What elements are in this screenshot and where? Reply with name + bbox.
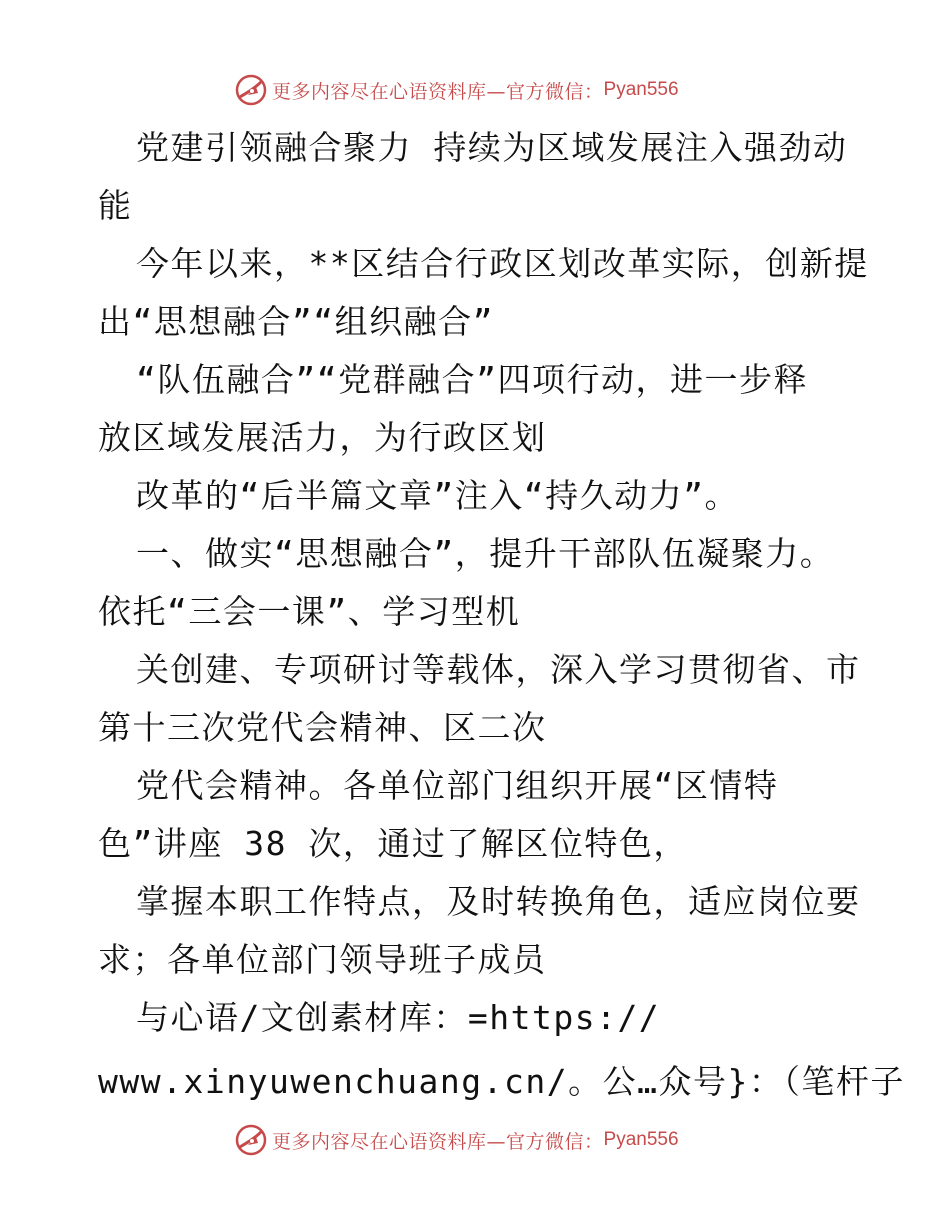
footer-watermark-banner: [0, 1120, 950, 1160]
text-line: 与心语/文创素材库：=https://: [136, 998, 661, 1037]
text-line: 出“思想融合”“组织融合”: [98, 302, 494, 341]
text-line: www.xinyuwenchuang.cn/。公…众号}：（笔杆子: [98, 1062, 905, 1101]
pen-nib-logo-icon: [234, 73, 268, 107]
section-heading-line: 一、做实“思想融合”，提升干部队伍凝聚力。: [136, 534, 835, 573]
text-line: 掌握本职工作特点，及时转换角色，适应岗位要: [136, 882, 861, 921]
text-line: 改革的“后半篇文章”注入“持久动力”。: [136, 476, 739, 515]
document-title-line-2: 能: [98, 186, 133, 225]
text-line: “队伍融合”“党群融合”四项行动，进一步释: [136, 360, 808, 399]
watermark-text: 更多内容尽在心语资料库—官方微信：: [272, 80, 604, 103]
text-line: 求；各单位部门领导班子成员: [98, 940, 547, 979]
pen-nib-logo-icon: [234, 1123, 268, 1157]
wechat-id: Pyan556: [603, 79, 679, 100]
watermark-text: 更多内容尽在心语资料库—官方微信：: [272, 1130, 604, 1153]
text-line: 关创建、专项研讨等载体，深入学习贯彻省、市: [136, 650, 861, 689]
text-line: 党代会精神。各单位部门组织开展“区情特: [136, 766, 779, 805]
text-line: 依托“三会一课”、学习型机: [98, 592, 521, 631]
document-title-line-1: 党建引领融合聚力 持续为区域发展注入强劲动: [136, 128, 848, 167]
text-line: 今年以来，**区结合行政区划改革实际，创新提: [136, 244, 869, 283]
header-watermark-banner: [0, 70, 950, 110]
text-line: 第十三次党代会精神、区二次: [98, 708, 547, 747]
text-line: 放区域发展活力，为行政区划: [98, 418, 547, 457]
text-line: 色”讲座 38 次，通过了解区位特色，: [98, 824, 688, 863]
wechat-id: Pyan556: [603, 1129, 679, 1150]
